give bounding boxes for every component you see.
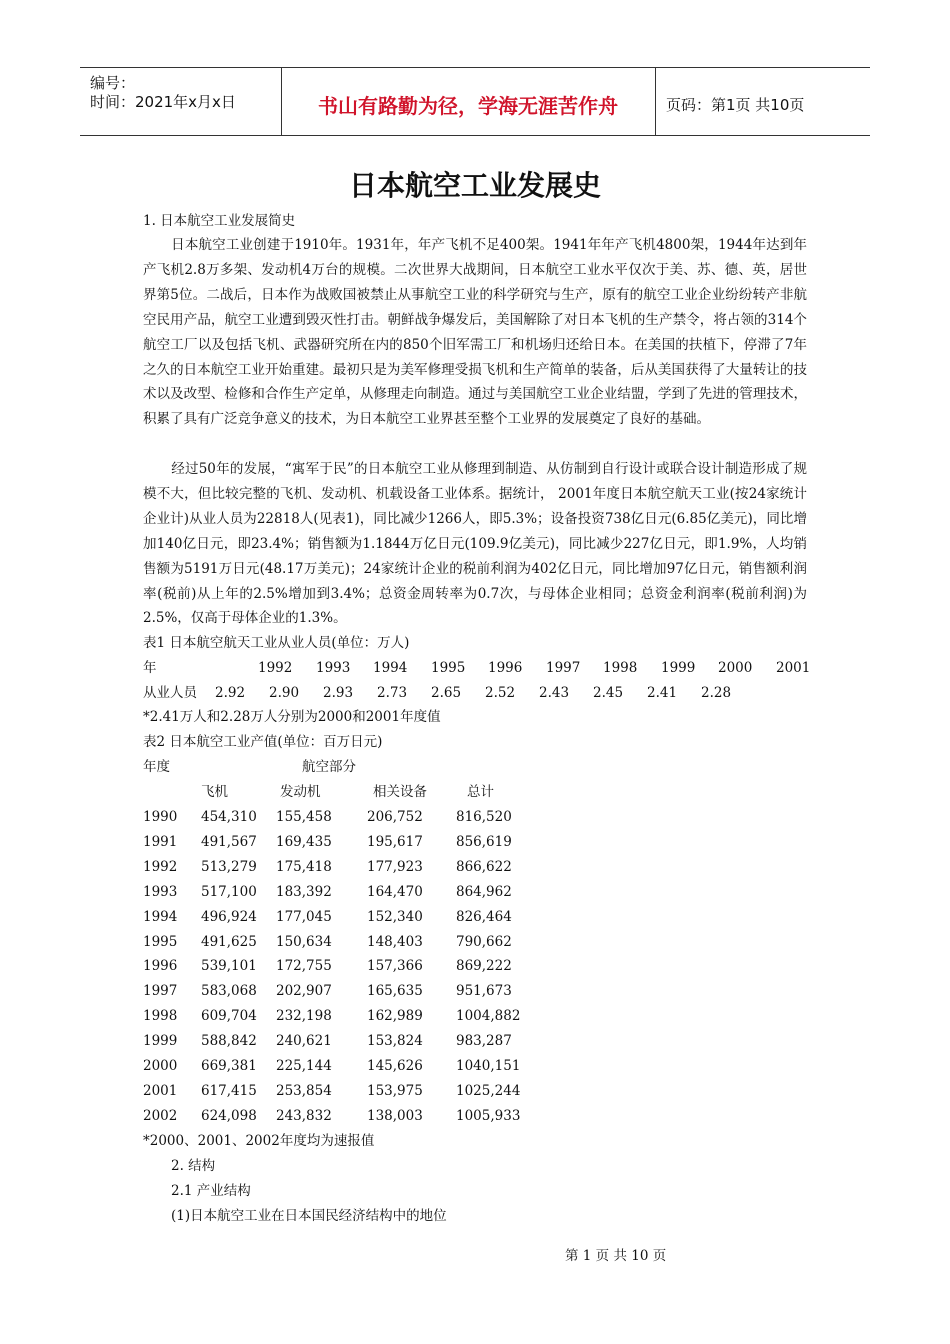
table2-note: *2000、2001、2002年度均为速报值 <box>143 1133 375 1149</box>
table-cell: 1993 <box>143 883 178 900</box>
table-cell: 165,635 <box>367 983 423 1000</box>
table-row <box>0 1029 950 1054</box>
section21-heading: 2.1 产业结构 <box>171 1183 251 1199</box>
table-cell: 1991 <box>143 833 178 850</box>
table-cell: 172,755 <box>276 958 332 975</box>
table-cell: 496,924 <box>201 908 257 925</box>
table-cell: 1995 <box>143 933 178 950</box>
paragraph-2-text: 经过50年的发展，“寓军于民”的日本航空工业从修理到制造、从仿制到自行设计或联合设计制造形成了规模不大，但比较完整的飞机、发动机、机载设备工业体系。据统计， 2001年度日本航空航天工业(按24家统计企业计)从业人员为22818人(见表1)，同比减少1266人，即5.3%；设备投资738亿日元(6.85亿美元)，同比增加140亿日元，即23.4%；销售额为1.1844万亿日元(109.9亿美元)，同比减少227亿日元，即1.9%，人均销售额为5191万日元(48.17万美元)；24家统计企业的税前利润为402亿日元，同比增加97亿日元，销售额利润率(税前)从上年的2.5%增加到3.4%；总资金周转率为0.7次，与母体企业相同；总资金利润率(税前利润)为2.5%，仅高于母体企业的1.3%。 <box>143 461 807 627</box>
table-row <box>0 1004 950 1029</box>
table-cell: 183,392 <box>276 883 332 900</box>
header-table <box>80 67 870 136</box>
header-meta-cell <box>80 68 282 135</box>
section21-item: (1)日本航空工业在日本国民经济结构中的地位 <box>171 1208 447 1224</box>
table-row <box>0 1079 950 1104</box>
table-cell: 152,340 <box>367 908 423 925</box>
table-cell: 951,673 <box>456 983 512 1000</box>
table-cell: 617,415 <box>201 1082 257 1099</box>
table-cell: 206,752 <box>367 809 423 825</box>
table-cell: 157,366 <box>367 958 423 975</box>
table-cell: 150,634 <box>276 933 332 950</box>
table-cell: 2.45 <box>593 685 624 701</box>
table-cell: 517,100 <box>201 883 257 900</box>
table-cell: 253,854 <box>276 1082 332 1099</box>
table-cell: 491,625 <box>201 933 257 950</box>
table-cell: 1004,882 <box>456 1008 521 1025</box>
table-row <box>0 930 950 955</box>
table-cell: 177,045 <box>276 908 332 925</box>
table-cell: 866,622 <box>456 858 512 875</box>
table-header-cell: 相关设备 <box>373 784 427 800</box>
table-cell: 983,287 <box>456 1033 512 1050</box>
table-row <box>0 1104 950 1129</box>
table2-header-row <box>0 780 950 805</box>
paragraph-2 <box>143 457 807 631</box>
table-cell: 2.28 <box>701 685 732 701</box>
table-cell: 513,279 <box>201 858 257 875</box>
motto-text: 书山有路勤为径，学海无涯苦作舟 <box>318 94 618 118</box>
table-cell: 1992 <box>258 660 293 676</box>
table-cell: 1997 <box>143 983 178 1000</box>
table-cell: 243,832 <box>276 1107 332 1124</box>
table-cell: 1040,151 <box>456 1058 521 1074</box>
table-row <box>0 880 950 905</box>
table1-staff-row <box>0 681 950 706</box>
table-row <box>0 830 950 855</box>
table-cell: 153,824 <box>367 1033 423 1050</box>
table-row <box>0 805 950 830</box>
table-cell: 225,144 <box>276 1058 332 1074</box>
number-label: 编号： <box>90 74 136 92</box>
table2-group-row <box>0 755 950 780</box>
date-label: 时间：2021年x月x日 <box>90 93 236 111</box>
table-cell: 1997 <box>546 660 581 676</box>
table-cell: 2.90 <box>269 685 300 701</box>
table-cell: 1993 <box>316 660 351 676</box>
table1-staff-row-label: 从业人员 <box>143 685 197 701</box>
table-header-cell: 发动机 <box>280 784 321 800</box>
table-header-cell: 总计 <box>467 784 494 800</box>
table-cell: 1994 <box>373 660 408 676</box>
table-cell: 162,989 <box>367 1008 423 1025</box>
table2-year-label: 年度 <box>143 759 170 775</box>
table-cell: 669,381 <box>201 1058 257 1074</box>
table-cell: 2000 <box>718 660 753 676</box>
table-cell: 583,068 <box>201 983 257 1000</box>
page-info: 页码：第1页 共10页 <box>666 96 805 114</box>
table-cell: 145,626 <box>367 1058 423 1074</box>
section2-heading: 2. 结构 <box>171 1158 216 1174</box>
table2-group-label: 航空部分 <box>302 759 356 775</box>
table-cell: 588,842 <box>201 1033 257 1050</box>
paragraph-1-text: 日本航空工业创建于1910年。1931年，年产飞机不足400架。1941年年产飞机4800架，1944年达到年产飞机2.8万多架、发动机4万台的规模。二次世界大战期间，日本航空工业水平仅次于美、苏、德、英，居世界第5位。二战后，日本作为战败国被禁止从事航空工业的科学研究与生产，原有的航空工业企业纷纷转产非航空民用产品，航空工业遭到毁灭性打击。朝鲜战争爆发后，美国解除了对日本飞机的生产禁令，将占领的314个航空工厂以及包括飞机、武器研究所在内的850个旧军需工厂和机场归还给日本。在美国的扶植下，停滞了7年之久的日本航空工业开始重建。最初只是为美军修理受损飞机和生产简单的装备，后从美国获得了大量转让的技术以及改型、检修和合作生产定单，从修理走向制造。通过与美国航空工业企业结盟，学到了先进的管理技术，积累了具有广泛竞争意义的技术，为日本航空工业界甚至整个工业界的发展奠定了良好的基础。 <box>143 237 807 428</box>
table-cell: 1996 <box>143 958 178 975</box>
table-cell: 2.65 <box>431 685 462 701</box>
table-cell: 2.92 <box>215 685 246 701</box>
table-cell: 1995 <box>431 660 466 676</box>
table-cell: 1999 <box>661 660 696 676</box>
table-row <box>0 1054 950 1079</box>
table-cell: 232,198 <box>276 1008 332 1025</box>
table-cell: 856,619 <box>456 833 512 850</box>
table-cell: 2002 <box>143 1107 178 1124</box>
table-row <box>0 855 950 880</box>
table-cell: 2.93 <box>323 685 354 701</box>
table-cell: 609,704 <box>201 1008 257 1025</box>
table-cell: 2.73 <box>377 685 408 701</box>
header-motto-cell <box>281 68 656 135</box>
table-cell: 2.43 <box>539 685 570 701</box>
table-cell: 2001 <box>776 660 811 676</box>
table-cell: 790,662 <box>456 933 512 950</box>
table-cell: 1994 <box>143 908 178 925</box>
table-row <box>0 905 950 930</box>
table-cell: 1999 <box>143 1033 178 1050</box>
table-cell: 202,907 <box>276 983 332 1000</box>
table-cell: 1998 <box>603 660 638 676</box>
table-cell: 539,101 <box>201 958 257 975</box>
table-cell: 2.52 <box>485 685 516 701</box>
table1-caption: 表1 日本航空航天工业从业人员(单位：万人) <box>143 635 410 651</box>
table-cell: 177,923 <box>367 858 423 875</box>
table1-year-row-label: 年 <box>143 660 157 676</box>
table-cell: 155,458 <box>276 809 332 825</box>
table-cell: 869,222 <box>456 958 512 975</box>
table-cell: 138,003 <box>367 1107 423 1124</box>
table-cell: 164,470 <box>367 883 423 900</box>
table-cell: 2001 <box>143 1082 178 1099</box>
table-cell: 175,418 <box>276 858 332 875</box>
table-cell: 1005,933 <box>456 1107 521 1124</box>
table-header-cell: 飞机 <box>201 784 228 800</box>
table-cell: 454,310 <box>201 809 257 825</box>
table-cell: 624,098 <box>201 1107 257 1124</box>
table-cell: 826,464 <box>456 908 512 925</box>
section1-heading: 1. 日本航空工业发展简史 <box>143 213 296 229</box>
table-cell: 2.41 <box>647 685 678 701</box>
table-cell: 195,617 <box>367 833 423 850</box>
table-cell: 1992 <box>143 858 178 875</box>
table-cell: 1025,244 <box>456 1082 521 1099</box>
document-title: 日本航空工业发展史 <box>348 169 601 202</box>
table-cell: 148,403 <box>367 933 423 950</box>
table-cell: 1996 <box>488 660 523 676</box>
table-cell: 491,567 <box>201 833 257 850</box>
table-cell: 864,962 <box>456 883 512 900</box>
table-cell: 1998 <box>143 1008 178 1025</box>
table1-year-row <box>0 656 950 681</box>
table-cell: 169,435 <box>276 833 332 850</box>
table1-note: *2.41万人和2.28万人分别为2000和2001年度值 <box>143 709 441 725</box>
table-cell: 1990 <box>143 809 178 825</box>
table-cell: 240,621 <box>276 1033 332 1050</box>
table2-caption: 表2 日本航空工业产值(单位：百万日元) <box>143 734 383 750</box>
header-page-cell <box>656 68 870 135</box>
table-row <box>0 979 950 1004</box>
table-cell: 2000 <box>143 1058 178 1074</box>
table-row <box>0 954 950 979</box>
paragraph-1 <box>143 233 807 432</box>
page-footer: 第 1 页 共 10 页 <box>565 1248 667 1264</box>
table-cell: 153,975 <box>367 1082 423 1099</box>
table-cell: 816,520 <box>456 809 512 825</box>
